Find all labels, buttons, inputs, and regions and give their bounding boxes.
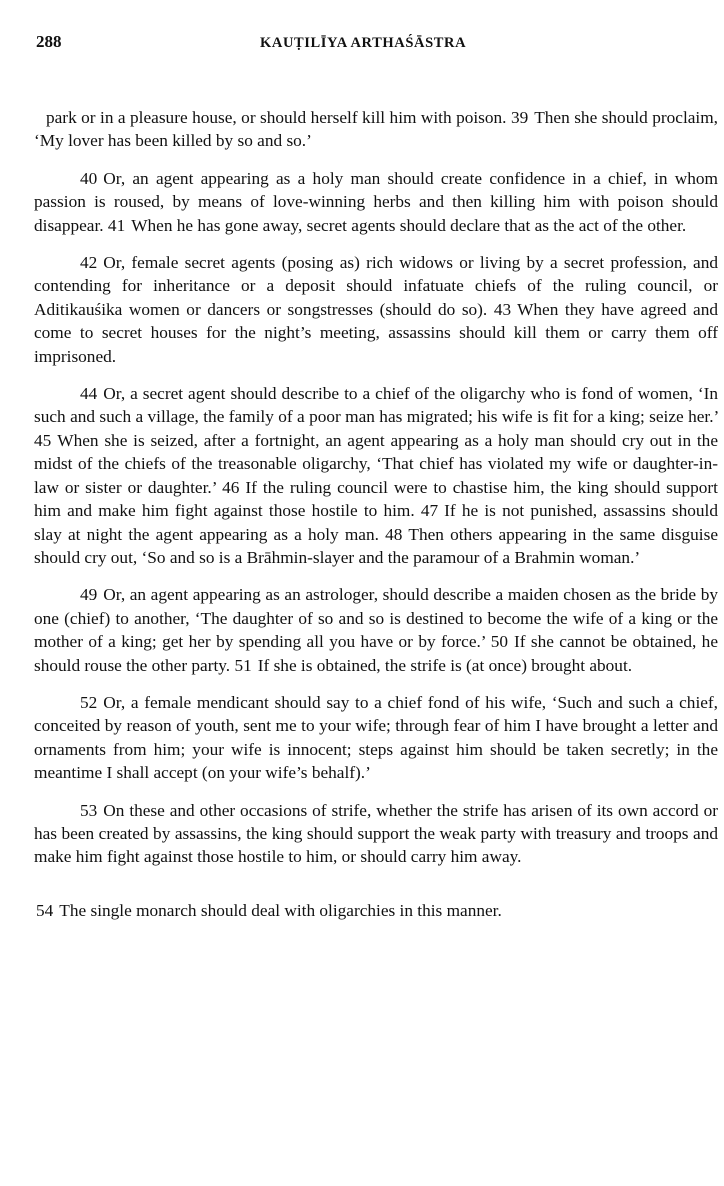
sentence-number: 39 <box>510 108 529 127</box>
paragraph <box>34 799 718 869</box>
paragraph <box>34 583 718 677</box>
sentence-text: Or, a female mendicant should say to a chief fond of his wife, ‘Such and such a chief, conceited by reason of youth, sent me to your wife; through fear of him I have brought a letter and ornaments from him; your wife is innocent; steps against him should be taken secretly; in the meantime I shall accept (on your wife’s behalf).’ <box>34 692 718 783</box>
sentence-text: When she is seized, after a fortnight, an agent appearing as a holy man should cry out in the midst of the chiefs of the treasonable oligarchy, ‘That chief has violated my wife or daughter-in-law or sister or daughter.’ <box>34 430 718 497</box>
sentence-text: If she is obtained, the strife is (at once) brought about. <box>257 655 633 675</box>
page-number: 288 <box>36 32 62 51</box>
sentence-number: 54 <box>36 900 54 920</box>
sentence-number: 48 <box>385 524 403 544</box>
paragraph <box>34 382 718 569</box>
sentence-text: If the ruling council were to chastise him, the king should support him and make him fight against those hostile to him. <box>34 477 718 521</box>
sentence-text: park or in a pleasure house, or should herself kill him with poison. <box>46 108 507 127</box>
sentence-number: 50 <box>490 632 508 652</box>
sentence-number: 43 <box>493 299 512 319</box>
sentence-text: On these and other occasions of strife, whether the strife has arisen of its own accord or has been created by assassins, the king should support the weak party with treasury and troops and make him fight against those hostile to him, or should carry him away. <box>34 800 718 867</box>
sentence-text: Or, a secret agent should describe to a chief of the oligarchy who is fond of women, ‘In such and such a village, the family of a poor man has migrated; his wife is fit for a king; seize her.’ <box>34 384 718 427</box>
sentence-number: 46 <box>222 477 240 497</box>
sentence-text: Then others appearing in the same disguise should cry out, ‘So and so is a Brāhmin-slayer and the paramour of a Brahmin woman.’ <box>34 524 719 567</box>
sentence-number: 45 <box>34 430 52 450</box>
sentence-text: When he has gone away, secret agents should declare that as the act of the other. <box>131 215 687 235</box>
sentence-number: 49 <box>80 585 98 605</box>
page-body <box>34 106 718 936</box>
paragraph <box>34 899 718 922</box>
sentence-number: 40 <box>80 168 98 188</box>
sentence-text: Or, female secret agents (posing as) rich widows or living by a secret profession, and contending for inheritance or a deposit should infatuate chiefs of the ruling council, or Aditikauśika women or dancers or songstresses (should do so). <box>34 253 718 319</box>
sentence-text: Or, an agent appearing as a holy man should create confidence in a chief, in whom passion is roused, by means of love-winning herbs and then killing him with poison should disappear. <box>34 168 718 235</box>
sentence-number: 51 <box>234 655 252 675</box>
sentence-text: The single monarch should deal with oligarchies in this manner. <box>59 900 502 920</box>
sentence-text: Or, an agent appearing as an astrologer, should describe a maiden chosen as the bride by one (chief) to another, ‘The daughter of so and so is destined to become the wife of a king or the mother of a king; get her by spending all you have or by force.’ <box>34 585 718 652</box>
sentence-number: 42 <box>80 253 98 273</box>
sentence-number: 53 <box>80 800 98 820</box>
sentence-number: 52 <box>80 692 98 712</box>
sentence-number: 41 <box>107 215 126 235</box>
paragraph <box>34 106 718 153</box>
running-title: KAUṬILĪYA ARTHAŚĀSTRA <box>260 35 467 51</box>
paragraph <box>34 167 718 237</box>
sentence-number: 47 <box>420 501 439 521</box>
paragraph <box>34 251 718 368</box>
paragraph <box>34 691 718 785</box>
sentence-number: 44 <box>80 384 98 404</box>
sentence-text: If he is not punished, assassins should slay at night the agent appearing as a holy man. <box>34 501 718 544</box>
sentence-text: Then she should proclaim, ‘My lover has been killed by so and so.’ <box>34 108 718 151</box>
sentence-text: When they have agreed and come to secret houses for the night’s meeting, assassins should kill them or carry them off imprisoned. <box>34 299 718 366</box>
sentence-text: If she cannot be obtained, he should rouse the other party. <box>34 632 718 675</box>
page-header <box>36 32 704 56</box>
